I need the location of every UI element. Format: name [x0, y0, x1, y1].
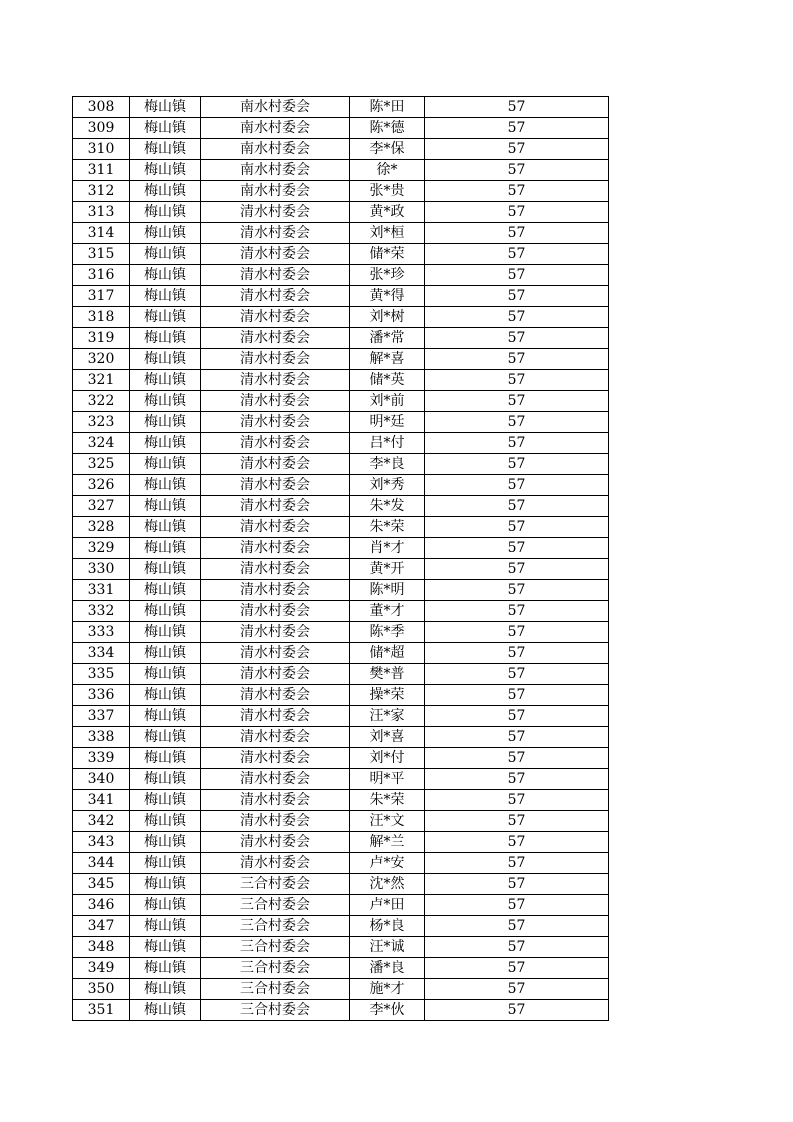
name-cell: 操*荣: [350, 685, 425, 706]
row-number-cell: 325: [73, 454, 130, 475]
name-cell: 徐*: [350, 160, 425, 181]
village-cell: 南水村委会: [201, 181, 350, 202]
value-cell: 57: [425, 118, 609, 139]
value-cell: 57: [425, 979, 609, 1000]
value-cell: 57: [425, 181, 609, 202]
name-cell: 李*保: [350, 139, 425, 160]
value-cell: 57: [425, 307, 609, 328]
name-cell: 汪*诚: [350, 937, 425, 958]
name-cell: 解*兰: [350, 832, 425, 853]
value-cell: 57: [425, 202, 609, 223]
town-cell: 梅山镇: [130, 790, 201, 811]
row-number-cell: 348: [73, 937, 130, 958]
table-row: [73, 328, 609, 349]
row-number-cell: 345: [73, 874, 130, 895]
value-cell: 57: [425, 391, 609, 412]
name-cell: 解*喜: [350, 349, 425, 370]
name-cell: 潘*良: [350, 958, 425, 979]
village-cell: 清水村委会: [201, 454, 350, 475]
table-row: [73, 370, 609, 391]
town-cell: 梅山镇: [130, 664, 201, 685]
table-row: [73, 643, 609, 664]
row-number-cell: 330: [73, 559, 130, 580]
town-cell: 梅山镇: [130, 181, 201, 202]
value-cell: 57: [425, 97, 609, 118]
table-row: [73, 307, 609, 328]
table-row: [73, 853, 609, 874]
village-cell: 清水村委会: [201, 286, 350, 307]
village-cell: 清水村委会: [201, 349, 350, 370]
village-cell: 清水村委会: [201, 223, 350, 244]
name-cell: 储*超: [350, 643, 425, 664]
value-cell: 57: [425, 811, 609, 832]
village-cell: 清水村委会: [201, 769, 350, 790]
village-cell: 清水村委会: [201, 496, 350, 517]
town-cell: 梅山镇: [130, 517, 201, 538]
value-cell: 57: [425, 496, 609, 517]
name-cell: 明*平: [350, 769, 425, 790]
name-cell: 朱*荣: [350, 790, 425, 811]
name-cell: 董*才: [350, 601, 425, 622]
town-cell: 梅山镇: [130, 769, 201, 790]
town-cell: 梅山镇: [130, 265, 201, 286]
village-cell: 清水村委会: [201, 811, 350, 832]
data-table: [72, 96, 609, 1021]
village-cell: 三合村委会: [201, 958, 350, 979]
row-number-cell: 346: [73, 895, 130, 916]
village-cell: 清水村委会: [201, 265, 350, 286]
row-number-cell: 315: [73, 244, 130, 265]
town-cell: 梅山镇: [130, 811, 201, 832]
town-cell: 梅山镇: [130, 706, 201, 727]
row-number-cell: 338: [73, 727, 130, 748]
row-number-cell: 343: [73, 832, 130, 853]
village-cell: 三合村委会: [201, 979, 350, 1000]
row-number-cell: 333: [73, 622, 130, 643]
row-number-cell: 349: [73, 958, 130, 979]
value-cell: 57: [425, 244, 609, 265]
row-number-cell: 323: [73, 412, 130, 433]
value-cell: 57: [425, 916, 609, 937]
town-cell: 梅山镇: [130, 958, 201, 979]
village-cell: 清水村委会: [201, 664, 350, 685]
table-row: [73, 475, 609, 496]
value-cell: 57: [425, 580, 609, 601]
village-cell: 清水村委会: [201, 853, 350, 874]
row-number-cell: 334: [73, 643, 130, 664]
value-cell: 57: [425, 286, 609, 307]
name-cell: 汪*文: [350, 811, 425, 832]
town-cell: 梅山镇: [130, 139, 201, 160]
value-cell: 57: [425, 895, 609, 916]
value-cell: 57: [425, 643, 609, 664]
value-cell: 57: [425, 769, 609, 790]
town-cell: 梅山镇: [130, 832, 201, 853]
value-cell: 57: [425, 685, 609, 706]
village-cell: 三合村委会: [201, 874, 350, 895]
table-row: [73, 748, 609, 769]
value-cell: 57: [425, 433, 609, 454]
value-cell: 57: [425, 559, 609, 580]
town-cell: 梅山镇: [130, 118, 201, 139]
row-number-cell: 347: [73, 916, 130, 937]
value-cell: 57: [425, 622, 609, 643]
village-cell: 清水村委会: [201, 748, 350, 769]
row-number-cell: 316: [73, 265, 130, 286]
table-row: [73, 958, 609, 979]
town-cell: 梅山镇: [130, 643, 201, 664]
name-cell: 李*伙: [350, 1000, 425, 1021]
row-number-cell: 311: [73, 160, 130, 181]
village-cell: 清水村委会: [201, 580, 350, 601]
village-cell: 清水村委会: [201, 643, 350, 664]
table-row: [73, 517, 609, 538]
row-number-cell: 342: [73, 811, 130, 832]
town-cell: 梅山镇: [130, 160, 201, 181]
table-row: [73, 874, 609, 895]
town-cell: 梅山镇: [130, 97, 201, 118]
village-cell: 清水村委会: [201, 433, 350, 454]
table-row: [73, 391, 609, 412]
row-number-cell: 328: [73, 517, 130, 538]
village-cell: 清水村委会: [201, 370, 350, 391]
row-number-cell: 350: [73, 979, 130, 1000]
name-cell: 陈*德: [350, 118, 425, 139]
town-cell: 梅山镇: [130, 370, 201, 391]
town-cell: 梅山镇: [130, 433, 201, 454]
village-cell: 清水村委会: [201, 475, 350, 496]
name-cell: 杨*良: [350, 916, 425, 937]
town-cell: 梅山镇: [130, 853, 201, 874]
table-row: [73, 538, 609, 559]
value-cell: 57: [425, 832, 609, 853]
value-cell: 57: [425, 370, 609, 391]
village-cell: 清水村委会: [201, 601, 350, 622]
town-cell: 梅山镇: [130, 496, 201, 517]
table-row: [73, 1000, 609, 1021]
row-number-cell: 319: [73, 328, 130, 349]
name-cell: 陈*明: [350, 580, 425, 601]
village-cell: 清水村委会: [201, 391, 350, 412]
village-cell: 清水村委会: [201, 244, 350, 265]
village-cell: 清水村委会: [201, 412, 350, 433]
village-cell: 南水村委会: [201, 160, 350, 181]
value-cell: 57: [425, 748, 609, 769]
name-cell: 张*贵: [350, 181, 425, 202]
value-cell: 57: [425, 454, 609, 475]
name-cell: 陈*田: [350, 97, 425, 118]
table-row: [73, 832, 609, 853]
row-number-cell: 318: [73, 307, 130, 328]
village-cell: 清水村委会: [201, 559, 350, 580]
town-cell: 梅山镇: [130, 391, 201, 412]
village-cell: 南水村委会: [201, 97, 350, 118]
table-row: [73, 202, 609, 223]
town-cell: 梅山镇: [130, 1000, 201, 1021]
table-row: [73, 454, 609, 475]
town-cell: 梅山镇: [130, 286, 201, 307]
value-cell: 57: [425, 706, 609, 727]
town-cell: 梅山镇: [130, 328, 201, 349]
name-cell: 樊*普: [350, 664, 425, 685]
row-number-cell: 335: [73, 664, 130, 685]
value-cell: 57: [425, 538, 609, 559]
town-cell: 梅山镇: [130, 979, 201, 1000]
name-cell: 张*珍: [350, 265, 425, 286]
village-cell: 三合村委会: [201, 1000, 350, 1021]
table-row: [73, 895, 609, 916]
table-body: [73, 97, 609, 1021]
name-cell: 肖*才: [350, 538, 425, 559]
table-row: [73, 811, 609, 832]
table-row: [73, 265, 609, 286]
town-cell: 梅山镇: [130, 916, 201, 937]
value-cell: 57: [425, 223, 609, 244]
value-cell: 57: [425, 664, 609, 685]
name-cell: 黄*得: [350, 286, 425, 307]
row-number-cell: 329: [73, 538, 130, 559]
town-cell: 梅山镇: [130, 223, 201, 244]
table-row: [73, 97, 609, 118]
town-cell: 梅山镇: [130, 538, 201, 559]
town-cell: 梅山镇: [130, 454, 201, 475]
town-cell: 梅山镇: [130, 874, 201, 895]
value-cell: 57: [425, 412, 609, 433]
row-number-cell: 327: [73, 496, 130, 517]
name-cell: 吕*付: [350, 433, 425, 454]
name-cell: 汪*家: [350, 706, 425, 727]
table-row: [73, 244, 609, 265]
value-cell: 57: [425, 1000, 609, 1021]
row-number-cell: 313: [73, 202, 130, 223]
village-cell: 清水村委会: [201, 790, 350, 811]
village-cell: 南水村委会: [201, 118, 350, 139]
value-cell: 57: [425, 853, 609, 874]
name-cell: 刘*秀: [350, 475, 425, 496]
row-number-cell: 320: [73, 349, 130, 370]
name-cell: 储*荣: [350, 244, 425, 265]
row-number-cell: 308: [73, 97, 130, 118]
row-number-cell: 339: [73, 748, 130, 769]
town-cell: 梅山镇: [130, 202, 201, 223]
value-cell: 57: [425, 790, 609, 811]
name-cell: 施*才: [350, 979, 425, 1000]
name-cell: 刘*前: [350, 391, 425, 412]
row-number-cell: 324: [73, 433, 130, 454]
row-number-cell: 341: [73, 790, 130, 811]
row-number-cell: 337: [73, 706, 130, 727]
town-cell: 梅山镇: [130, 895, 201, 916]
row-number-cell: 331: [73, 580, 130, 601]
name-cell: 刘*付: [350, 748, 425, 769]
table-row: [73, 664, 609, 685]
table-row: [73, 769, 609, 790]
name-cell: 刘*树: [350, 307, 425, 328]
value-cell: 57: [425, 139, 609, 160]
name-cell: 刘*喜: [350, 727, 425, 748]
name-cell: 朱*发: [350, 496, 425, 517]
name-cell: 陈*季: [350, 622, 425, 643]
value-cell: 57: [425, 475, 609, 496]
village-cell: 清水村委会: [201, 832, 350, 853]
village-cell: 清水村委会: [201, 685, 350, 706]
value-cell: 57: [425, 160, 609, 181]
name-cell: 潘*常: [350, 328, 425, 349]
table-row: [73, 223, 609, 244]
name-cell: 卢*安: [350, 853, 425, 874]
town-cell: 梅山镇: [130, 748, 201, 769]
row-number-cell: 332: [73, 601, 130, 622]
value-cell: 57: [425, 328, 609, 349]
village-cell: 三合村委会: [201, 895, 350, 916]
table-row: [73, 706, 609, 727]
village-cell: 清水村委会: [201, 706, 350, 727]
table-row: [73, 412, 609, 433]
name-cell: 刘*桓: [350, 223, 425, 244]
value-cell: 57: [425, 727, 609, 748]
name-cell: 朱*荣: [350, 517, 425, 538]
value-cell: 57: [425, 601, 609, 622]
village-cell: 清水村委会: [201, 328, 350, 349]
name-cell: 黄*开: [350, 559, 425, 580]
table-row: [73, 286, 609, 307]
table-row: [73, 160, 609, 181]
village-cell: 南水村委会: [201, 139, 350, 160]
village-cell: 清水村委会: [201, 538, 350, 559]
town-cell: 梅山镇: [130, 349, 201, 370]
table-row: [73, 727, 609, 748]
row-number-cell: 321: [73, 370, 130, 391]
value-cell: 57: [425, 958, 609, 979]
village-cell: 清水村委会: [201, 307, 350, 328]
name-cell: 卢*田: [350, 895, 425, 916]
town-cell: 梅山镇: [130, 244, 201, 265]
village-cell: 清水村委会: [201, 517, 350, 538]
name-cell: 黄*政: [350, 202, 425, 223]
name-cell: 沈*然: [350, 874, 425, 895]
village-cell: 清水村委会: [201, 622, 350, 643]
town-cell: 梅山镇: [130, 580, 201, 601]
row-number-cell: 317: [73, 286, 130, 307]
row-number-cell: 351: [73, 1000, 130, 1021]
table-row: [73, 139, 609, 160]
table-row: [73, 181, 609, 202]
town-cell: 梅山镇: [130, 685, 201, 706]
row-number-cell: 322: [73, 391, 130, 412]
table-row: [73, 916, 609, 937]
table-row: [73, 979, 609, 1000]
town-cell: 梅山镇: [130, 727, 201, 748]
town-cell: 梅山镇: [130, 559, 201, 580]
table-row: [73, 118, 609, 139]
table-row: [73, 937, 609, 958]
value-cell: 57: [425, 937, 609, 958]
table-row: [73, 622, 609, 643]
row-number-cell: 309: [73, 118, 130, 139]
village-cell: 清水村委会: [201, 202, 350, 223]
value-cell: 57: [425, 265, 609, 286]
name-cell: 明*廷: [350, 412, 425, 433]
row-number-cell: 314: [73, 223, 130, 244]
row-number-cell: 336: [73, 685, 130, 706]
town-cell: 梅山镇: [130, 475, 201, 496]
row-number-cell: 312: [73, 181, 130, 202]
town-cell: 梅山镇: [130, 937, 201, 958]
town-cell: 梅山镇: [130, 622, 201, 643]
village-cell: 三合村委会: [201, 937, 350, 958]
table-row: [73, 601, 609, 622]
table-row: [73, 496, 609, 517]
value-cell: 57: [425, 517, 609, 538]
name-cell: 李*良: [350, 454, 425, 475]
row-number-cell: 340: [73, 769, 130, 790]
village-cell: 清水村委会: [201, 727, 350, 748]
table-row: [73, 559, 609, 580]
row-number-cell: 310: [73, 139, 130, 160]
row-number-cell: 326: [73, 475, 130, 496]
value-cell: 57: [425, 874, 609, 895]
table-row: [73, 580, 609, 601]
town-cell: 梅山镇: [130, 412, 201, 433]
row-number-cell: 344: [73, 853, 130, 874]
town-cell: 梅山镇: [130, 307, 201, 328]
table-row: [73, 433, 609, 454]
table-row: [73, 349, 609, 370]
town-cell: 梅山镇: [130, 601, 201, 622]
name-cell: 储*英: [350, 370, 425, 391]
table-row: [73, 685, 609, 706]
village-cell: 三合村委会: [201, 916, 350, 937]
value-cell: 57: [425, 349, 609, 370]
table-row: [73, 790, 609, 811]
